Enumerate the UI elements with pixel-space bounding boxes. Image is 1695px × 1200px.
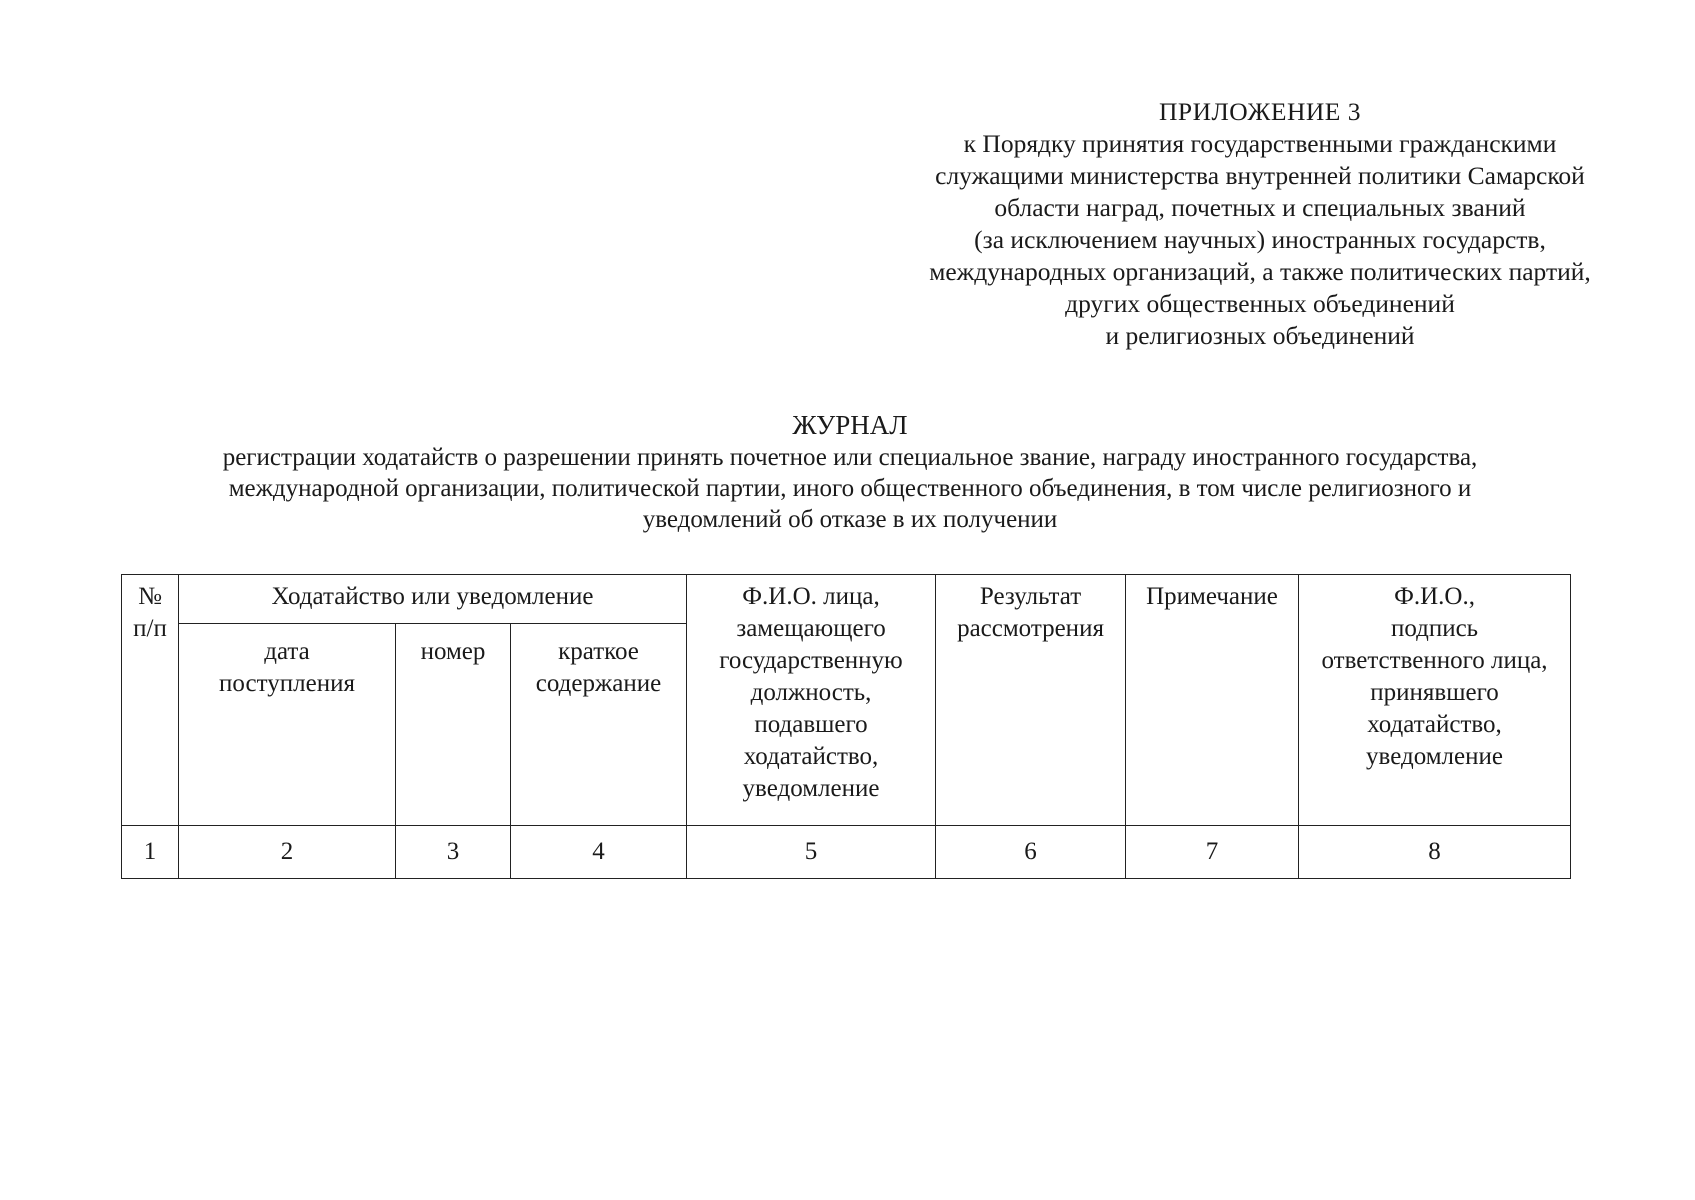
appendix-line: (за исключением научных) иностранных государств,	[974, 225, 1546, 254]
column-number-cell: 1	[122, 826, 179, 879]
appendix-header	[880, 96, 1640, 352]
journal-title: ЖУРНАЛ	[792, 410, 908, 440]
header-doc-number: номер	[396, 624, 511, 826]
header-number: № п/п	[122, 575, 179, 826]
journal-subtitle-line: регистрации ходатайств о разрешении принять почетное или специальное звание, награду иностранного государства,	[222, 444, 1478, 471]
header-responsible: Ф.И.О., подпись ответственного лица, принявшего ходатайство, уведомление	[1299, 575, 1571, 826]
header-result: Результат рассмотрения	[936, 575, 1126, 826]
header-date: дата поступления	[179, 624, 396, 826]
journal-heading	[110, 408, 1590, 535]
appendix-line: и религиозных объединений	[1105, 321, 1415, 350]
column-number-cell: 3	[396, 826, 511, 879]
column-number-cell: 6	[936, 826, 1126, 879]
column-number-cell: 2	[179, 826, 396, 879]
journal-subtitle-line: международной организации, политической партии, иного общественного объединения, в том числе религиозного и	[228, 475, 1472, 502]
journal-subtitle-line: уведомлений об отказе в их получении	[642, 506, 1058, 533]
header-petition-group: Ходатайство или уведомление	[179, 575, 687, 624]
appendix-line: области наград, почетных и специальных званий	[994, 193, 1526, 222]
appendix-line: к Порядку принятия государственными гражданскими	[963, 129, 1557, 158]
column-number-cell: 4	[511, 826, 687, 879]
appendix-line: международных организаций, а также политических партий,	[929, 257, 1591, 286]
header-note: Примечание	[1126, 575, 1299, 826]
column-number-cell: 5	[687, 826, 936, 879]
header-person: Ф.И.О. лица, замещающего государственную должность, подавшего ходатайство, уведомление	[687, 575, 936, 826]
appendix-line: других общественных объединений	[1065, 289, 1455, 318]
registration-table	[121, 574, 1571, 879]
header-summary: краткое содержание	[511, 624, 687, 826]
column-number-cell: 7	[1126, 826, 1299, 879]
table-header-row	[122, 575, 1571, 624]
appendix-title: ПРИЛОЖЕНИЕ 3	[1158, 97, 1362, 126]
table-row	[122, 826, 1571, 879]
column-number-cell: 8	[1299, 826, 1571, 879]
appendix-line: служащими министерства внутренней политики Самарской	[935, 161, 1585, 190]
